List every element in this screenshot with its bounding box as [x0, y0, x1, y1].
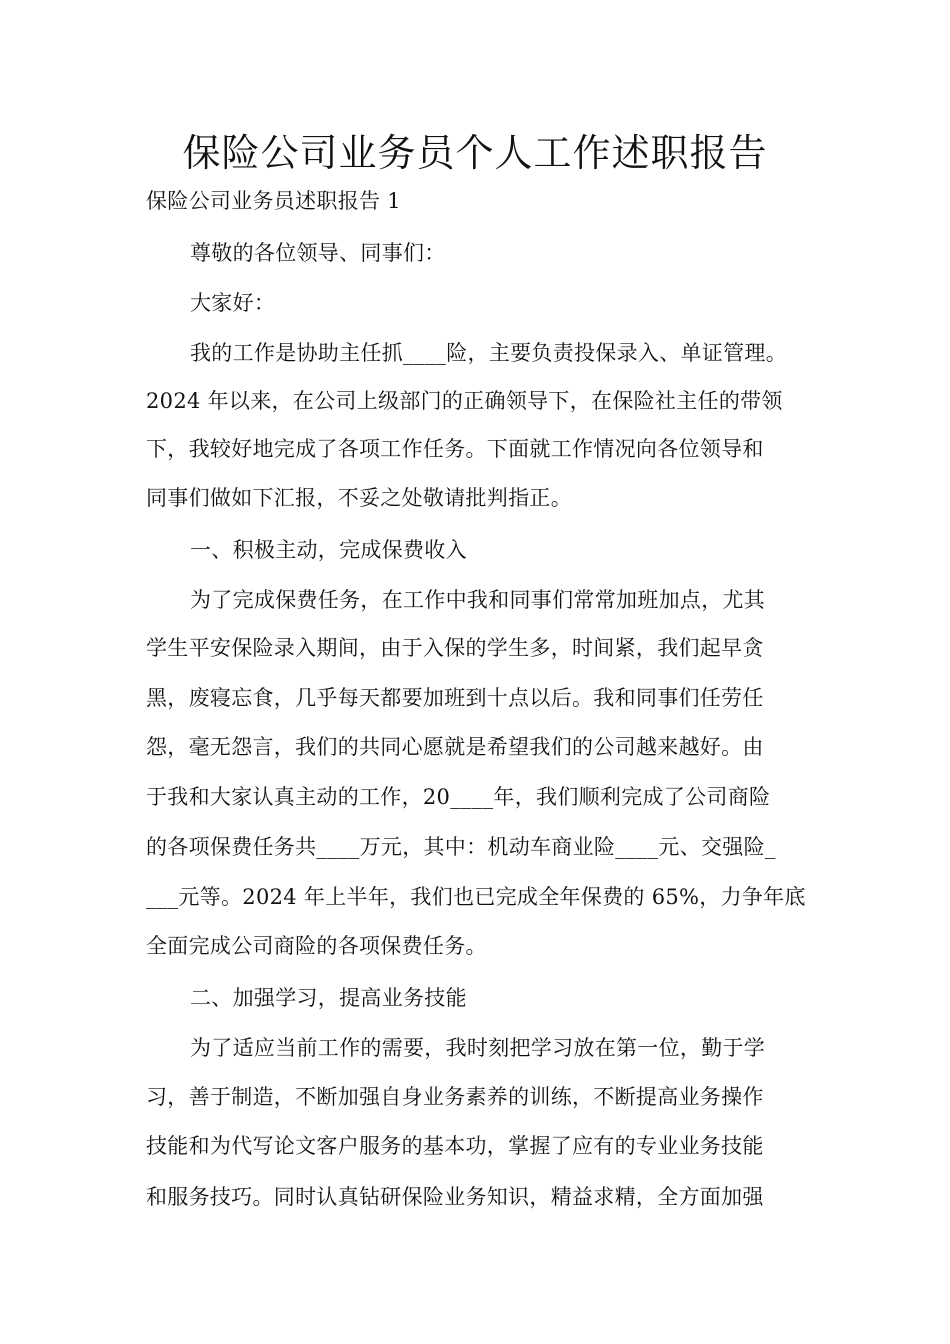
report-subtitle: 保险公司业务员述职报告 1 — [146, 189, 401, 213]
paragraph-line: 2024 年以来，在公司上级部门的正确领导下，在保险社主任的带领 — [146, 389, 783, 413]
paragraph-line: 黑，废寝忘食，几乎每天都要加班到十点以后。我和同事们任劳任 — [146, 686, 764, 710]
paragraph-line: 学生平安保险录入期间，由于入保的学生多，时间紧，我们起早贪 — [146, 636, 764, 660]
paragraph-line: 怨，毫无怨言，我们的共同心愿就是希望我们的公司越来越好。由 — [146, 735, 764, 759]
paragraph-line: 技能和为代写论文客户服务的基本功，掌握了应有的专业业务技能 — [146, 1134, 764, 1158]
paragraph-line: 习，善于制造，不断加强自身业务素养的训练，不断提高业务操作 — [146, 1085, 764, 1109]
paragraph-line: 为了适应当前工作的需要，我时刻把学习放在第一位，勤于学 — [190, 1036, 766, 1060]
paragraph-line: 于我和大家认真主动的工作，20____年，我们顺利完成了公司商险 — [146, 785, 771, 809]
paragraph-line: 下，我较好地完成了各项工作任务。下面就工作情况向各位领导和 — [146, 437, 764, 461]
greeting-line: 尊敬的各位领导、同事们： — [190, 241, 446, 265]
paragraph-line: 的各项保费任务共____万元，其中：机动车商业险____元、交强险_ — [146, 835, 776, 859]
document-title: 保险公司业务员个人工作述职报告 — [182, 131, 768, 175]
paragraph-line: 为了完成保费任务，在工作中我和同事们常常加班加点，尤其 — [190, 588, 766, 612]
paragraph-line: ___元等。2024 年上半年，我们也已完成全年保费的 65%，力争年底 — [146, 885, 806, 909]
section-heading: 二、加强学习，提高业务技能 — [190, 986, 467, 1010]
greeting-line: 大家好： — [190, 291, 276, 315]
paragraph-line: 同事们做如下汇报，不妥之处敬请批判指正。 — [146, 486, 572, 510]
paragraph-line: 我的工作是协助主任抓____险，主要负责投保录入、单证管理。 — [190, 341, 787, 365]
section-heading: 一、积极主动，完成保费收入 — [190, 538, 467, 562]
paragraph-line: 全面完成公司商险的各项保费任务。 — [146, 934, 487, 958]
paragraph-line: 和服务技巧。同时认真钻研保险业务知识，精益求精，全方面加强 — [146, 1185, 764, 1209]
